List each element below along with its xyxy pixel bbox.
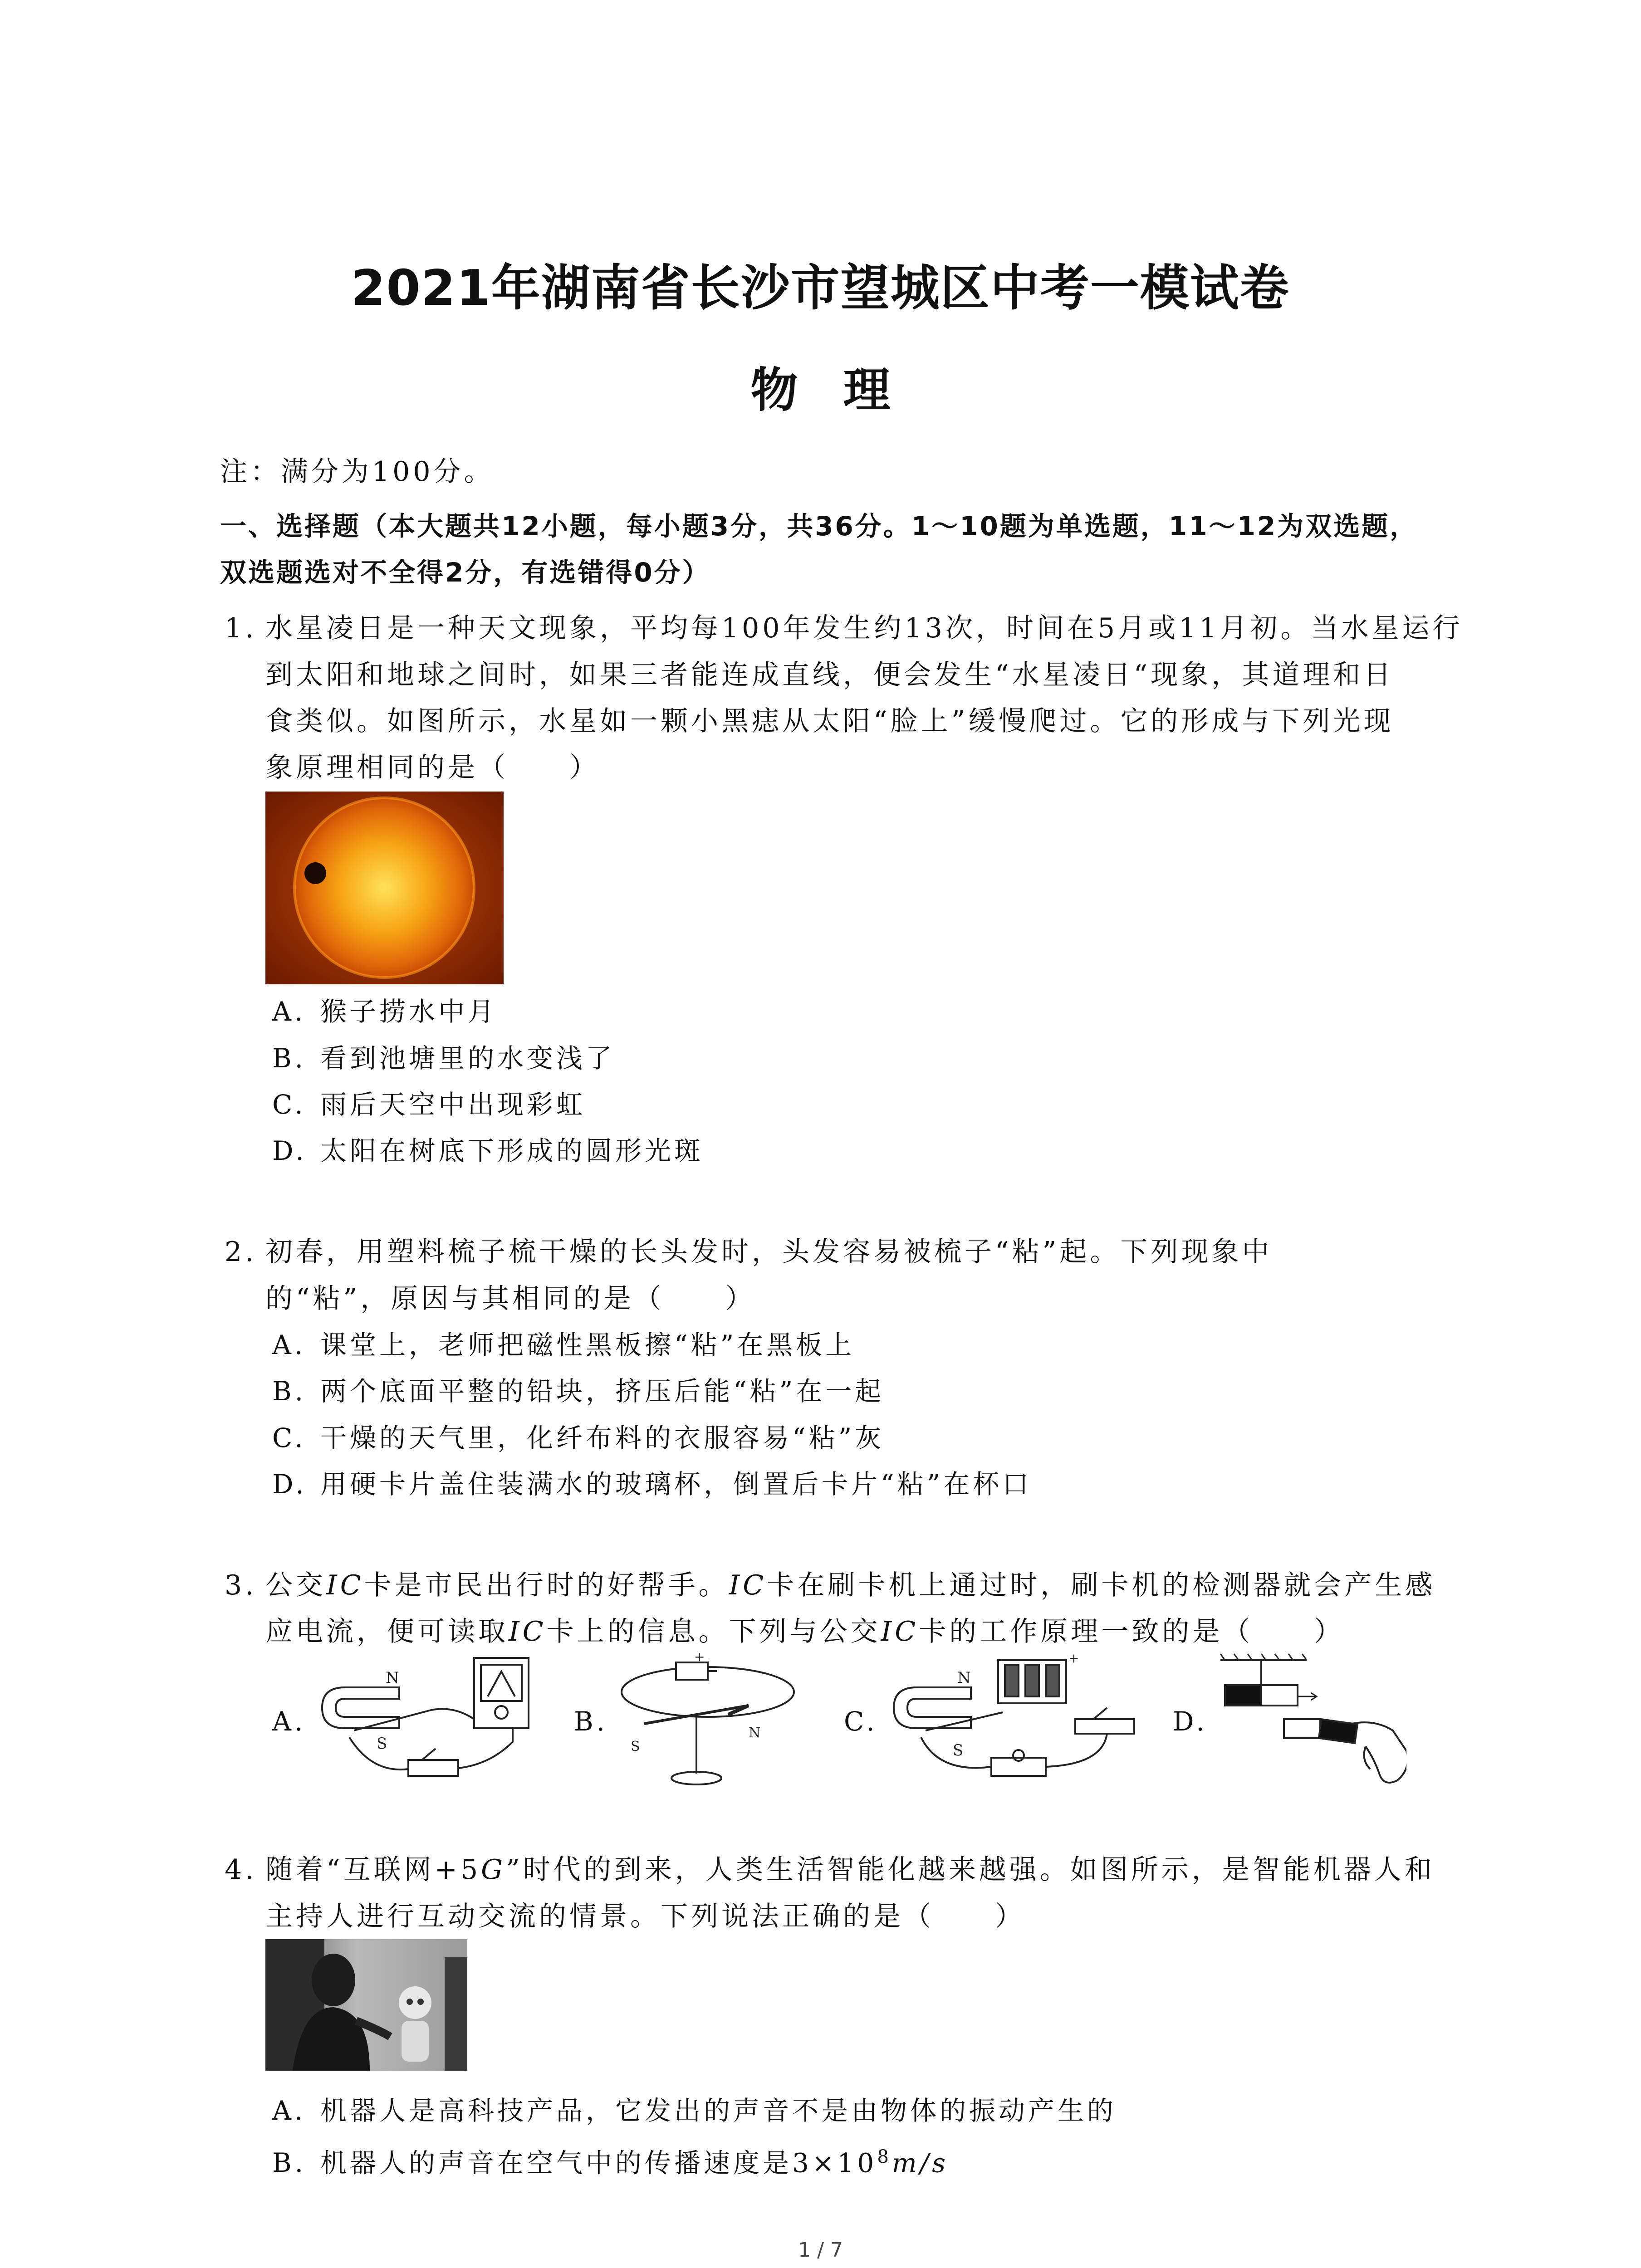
svg-text:S: S	[953, 1741, 964, 1760]
q2-option-d: D. 用硬卡片盖住装满水的玻璃杯，倒置后卡片“粘”在杯口	[272, 1469, 1032, 1500]
subject-title: 物理	[750, 362, 936, 418]
question-4-number: 4.	[225, 1854, 257, 1886]
q3-option-c-label: C.	[844, 1706, 878, 1737]
question-3-line-1: 公交IC卡是市民出行时的好帮手。IC卡在刷卡机上通过时，刷卡机的检测器就会产生感	[265, 1569, 1436, 1601]
question-3-number: 3.	[225, 1569, 257, 1601]
question-2-line: 初春，用塑料梳子梳干燥的长头发时，头发容易被梳子“粘”起。下列现象中	[265, 1236, 1273, 1268]
q4-option-b: B. 机器人的声音在空气中的传播速度是$3\times 10^8m/s$	[272, 2146, 949, 2179]
mercury-dot	[304, 862, 326, 884]
q1-option-a: A. 猴子捞水中月	[272, 996, 498, 1027]
question-1-line: 象原理相同的是（ ）	[265, 752, 600, 783]
q3-option-d-label: D.	[1173, 1706, 1208, 1737]
q3-figure-d-magnet-hand	[1216, 1651, 1406, 1792]
q1-option-b: B. 看到池塘里的水变浅了	[272, 1043, 616, 1074]
q1-option-c: C. 雨后天空中出现彩虹	[272, 1089, 586, 1120]
svg-text:N: N	[386, 1669, 399, 1687]
page-title: 2021年湖南省长沙市望城区中考一模试卷	[351, 260, 1290, 317]
section-heading-line1: 一、选择题（本大题共12小题，每小题3分，共36分。1～10题为单选题，11～12为双选题，	[220, 511, 1418, 542]
page-number: 1 / 7	[798, 2239, 843, 2262]
q2-option-c: C. 干燥的天气里，化纤布料的衣服容易“粘”灰	[272, 1422, 885, 1453]
question-2-line: 的“粘”，原因与其相同的是（ ）	[265, 1283, 756, 1315]
score-note: 注：满分为100分。	[220, 456, 495, 488]
question-3-line-2: 应电流，便可读取IC卡上的信息。下列与公交IC卡的工作原理一致的是（ ）	[265, 1616, 1345, 1647]
question-1-line: 食类似。如图所示，水星如一颗小黑痣从太阳“脸上”缓慢爬过。它的形成与下列光现	[265, 705, 1394, 737]
q2-option-b: B. 两个底面平整的铅块，挤压后能“粘”在一起	[272, 1376, 885, 1407]
q1-option-d: D. 太阳在树底下形成的圆形光斑	[272, 1135, 704, 1166]
mercury-transit-image	[265, 792, 504, 984]
question-1-line: 到太阳和地球之间时，如果三者能连成直线，便会发生“水星凌日“现象，其道理和日	[265, 659, 1394, 691]
q3-option-a-label: A.	[272, 1706, 306, 1737]
question-1-line: 水星凌日是一种天文现象，平均每100年发生约13次，时间在5月或11月初。当水星运行	[265, 612, 1463, 644]
svg-text:+: +	[694, 1651, 705, 1664]
svg-text:S: S	[631, 1739, 640, 1755]
svg-text:N: N	[749, 1725, 761, 1741]
svg-text:S: S	[377, 1735, 387, 1753]
question-4-line-2: 主持人进行互动交流的情景。下列说法正确的是（ ）	[265, 1901, 1025, 1932]
q3-figure-c-motor-circuit	[889, 1651, 1143, 1792]
svg-text:N: N	[957, 1669, 971, 1687]
section-heading-line2: 双选题选对不全得2分，有选错得0分）	[220, 557, 710, 588]
q2-option-a: A. 课堂上，老师把磁性黑板擦“粘”在黑板上	[272, 1330, 855, 1360]
question-1-number: 1.	[225, 612, 257, 644]
q3-figure-b-oersted-experiment	[612, 1651, 803, 1792]
question-4-line-1: 随着“互联网+5G”时代的到来，人类生活智能化越来越强。如图所示，是智能机器人和	[265, 1854, 1435, 1886]
q3-option-b-label: B.	[574, 1706, 608, 1737]
robot-interaction-photo	[265, 1939, 467, 2071]
q4-option-a: A. 机器人是高科技产品，它发出的声音不是由物体的振动产生的	[272, 2095, 1117, 2126]
q3-figure-a-galvanometer-circuit	[318, 1651, 563, 1792]
question-2-number: 2.	[225, 1236, 257, 1268]
svg-text:+: +	[1068, 1651, 1079, 1666]
